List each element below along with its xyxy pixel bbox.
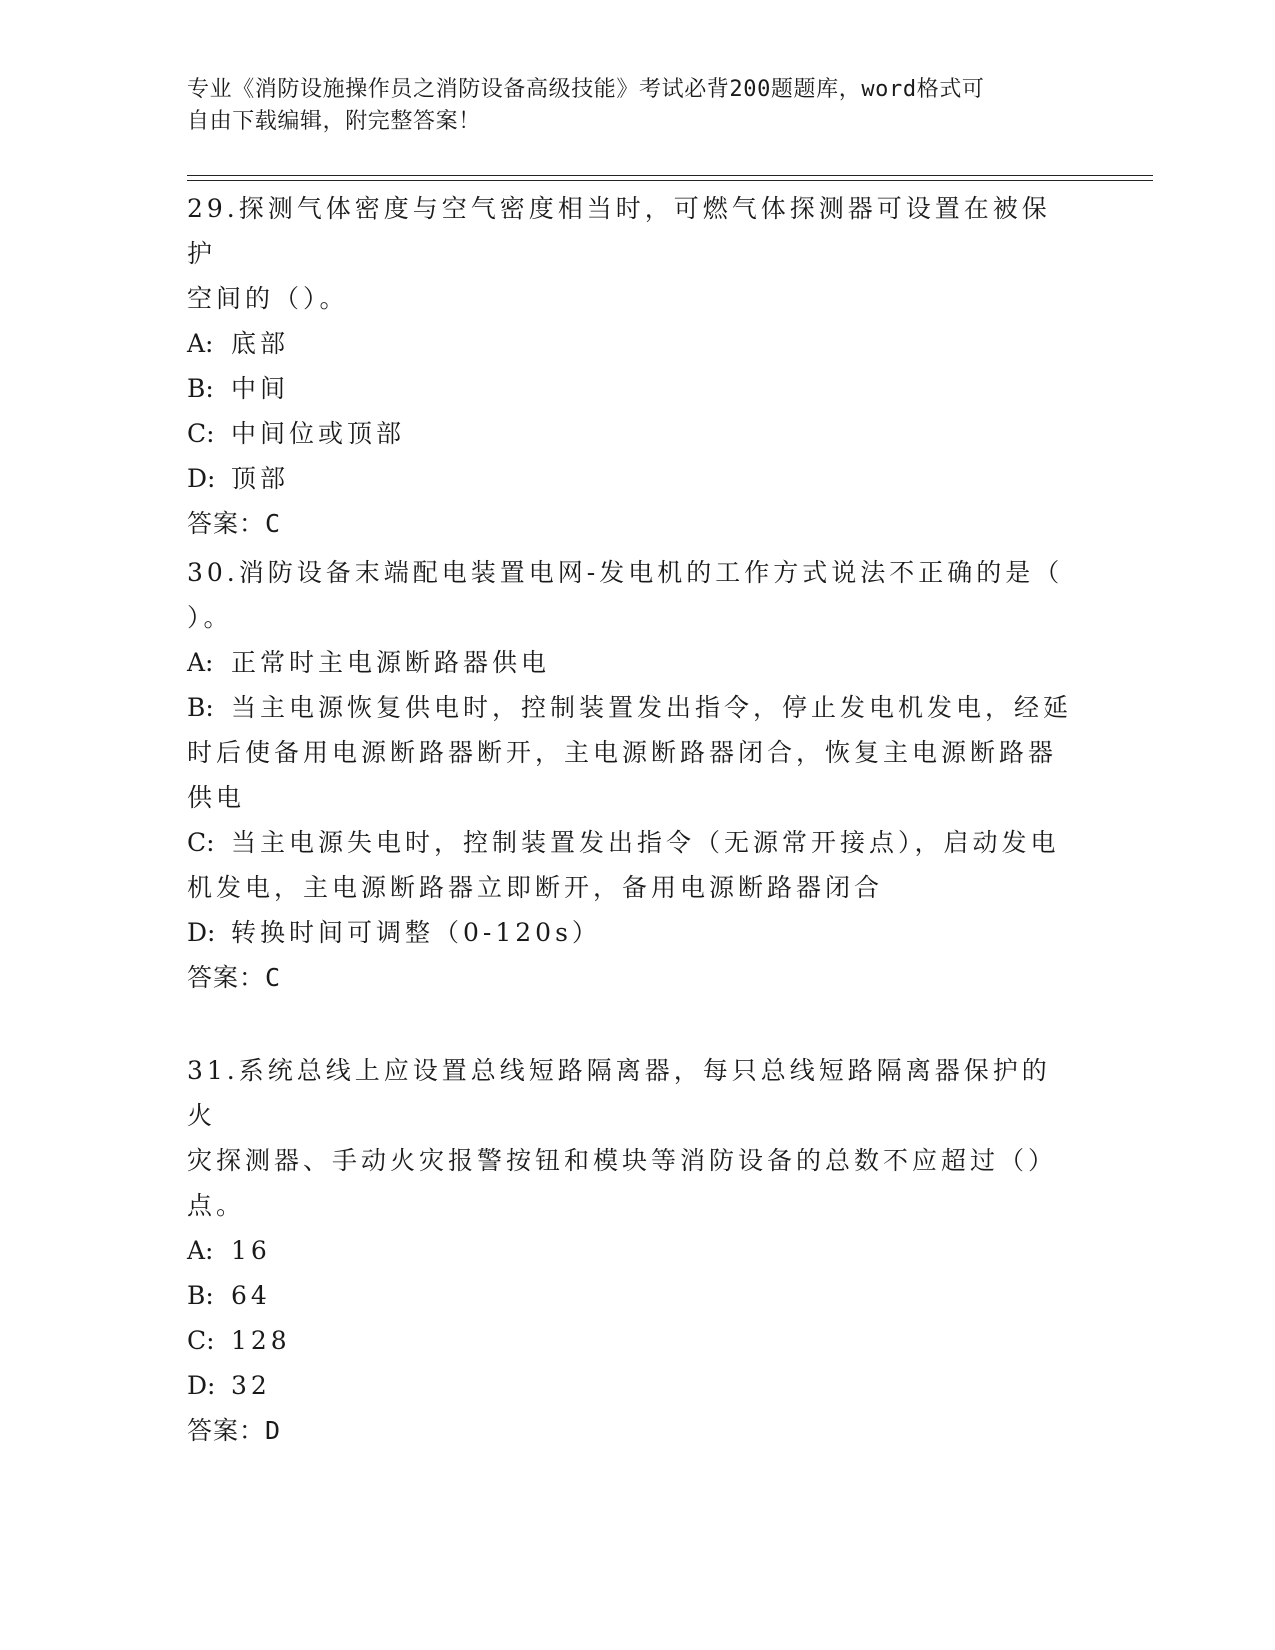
option-c bbox=[187, 411, 1077, 456]
option-text: 中间 bbox=[231, 374, 290, 403]
option-b bbox=[187, 685, 1077, 730]
question-stem-line: 点。 bbox=[187, 1191, 246, 1220]
option-key: A: bbox=[187, 1236, 214, 1265]
option-text: 16 bbox=[231, 1236, 271, 1265]
answer bbox=[187, 955, 1077, 1000]
option-b bbox=[187, 1273, 1077, 1318]
option-key: A: bbox=[187, 648, 214, 677]
question-stem-line: 31.系统总线上应设置总线短路隔离器，每只总线短路隔离器保护的火 bbox=[187, 1056, 1051, 1130]
option-b-continued: 供电 bbox=[187, 783, 246, 812]
option-key: C: bbox=[187, 419, 215, 448]
question-stem-line: ）。 bbox=[187, 603, 233, 632]
option-text: 当主电源恢复供电时，控制装置发出指令，停止发电机发电，经延 bbox=[231, 693, 1073, 722]
option-d bbox=[187, 1363, 1077, 1408]
header-divider-top bbox=[187, 175, 1153, 176]
option-text: 顶部 bbox=[231, 464, 290, 493]
option-text: 32 bbox=[231, 1371, 271, 1400]
option-a bbox=[187, 1228, 1077, 1273]
option-d bbox=[187, 910, 1077, 955]
header-line-1: 专业《消防设施操作员之消防设备高级技能》考试必背200题题库，word格式可 bbox=[187, 77, 985, 102]
document-header bbox=[187, 74, 1067, 138]
option-text: 当主电源失电时，控制装置发出指令（无源常开接点），启动发电 bbox=[231, 828, 1060, 857]
question-stem-line: 空间的（）。 bbox=[187, 284, 349, 313]
answer-label: 答案： bbox=[187, 963, 266, 992]
option-key: D: bbox=[187, 918, 216, 947]
question-29 bbox=[187, 186, 1077, 546]
option-text: 64 bbox=[231, 1281, 271, 1310]
option-text: 128 bbox=[231, 1326, 291, 1355]
option-text: 中间位或顶部 bbox=[231, 419, 406, 448]
answer-value: C bbox=[265, 963, 282, 992]
answer bbox=[187, 501, 1077, 546]
option-a bbox=[187, 640, 1077, 685]
option-text: 底部 bbox=[231, 329, 290, 358]
answer-label: 答案： bbox=[187, 509, 266, 538]
option-c bbox=[187, 1318, 1077, 1363]
option-key: D: bbox=[187, 464, 216, 493]
option-text: 转换时间可调整（0-120s） bbox=[231, 918, 601, 947]
option-c-continued: 机发电，主电源断路器立即断开，备用电源断路器闭合 bbox=[187, 873, 884, 902]
option-b bbox=[187, 366, 1077, 411]
question-30 bbox=[187, 550, 1077, 1000]
option-text: 正常时主电源断路器供电 bbox=[231, 648, 551, 677]
option-b-continued: 时后使备用电源断路器断开，主电源断路器闭合，恢复主电源断路器 bbox=[187, 738, 1058, 767]
option-key: B: bbox=[187, 693, 214, 722]
option-d bbox=[187, 456, 1077, 501]
option-key: B: bbox=[187, 1281, 214, 1310]
answer-value: C bbox=[265, 509, 282, 538]
answer-value: D bbox=[265, 1416, 282, 1445]
answer bbox=[187, 1408, 1077, 1453]
answer-label: 答案： bbox=[187, 1416, 266, 1445]
question-stem-line: 灾探测器、手动火灾报警按钮和模块等消防设备的总数不应超过（） bbox=[187, 1146, 1058, 1175]
question-stem-line: 29.探测气体密度与空气密度相当时，可燃气体探测器可设置在被保护 bbox=[187, 194, 1051, 268]
question-31 bbox=[187, 1048, 1077, 1453]
header-line-2: 自由下载编辑，附完整答案！ bbox=[187, 109, 481, 134]
option-a bbox=[187, 321, 1077, 366]
option-key: C: bbox=[187, 1326, 215, 1355]
option-key: A: bbox=[187, 329, 214, 358]
option-key: D: bbox=[187, 1371, 216, 1400]
option-c bbox=[187, 820, 1077, 865]
option-key: C: bbox=[187, 828, 215, 857]
option-key: B: bbox=[187, 374, 214, 403]
question-stem-line: 30.消防设备末端配电装置电网-发电机的工作方式说法不正确的是（ bbox=[187, 558, 1064, 587]
header-divider-bottom bbox=[187, 180, 1153, 181]
